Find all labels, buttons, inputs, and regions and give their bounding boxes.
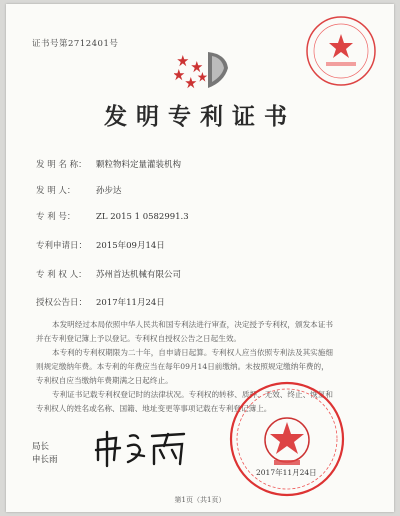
seal-date: 2017年11月24日 xyxy=(256,468,317,477)
field-label: 发 明 人： xyxy=(36,186,76,196)
field-value: ZL 2015 1 0582991.3 xyxy=(96,212,189,222)
body-line: 本专利的专利权期限为二十年，自申请日起算。专利权人应当依照专利法及其实施细 xyxy=(52,348,333,357)
field-value: 2017年11月24日 xyxy=(96,298,165,308)
patent-number-field xyxy=(36,210,189,222)
body-line: 本发明经过本局依照中华人民共和国专利法进行审查，决定授予专利权，颁发本证书 xyxy=(52,320,333,329)
certificate-number: 证书号第2712401号 xyxy=(32,39,119,49)
application-date-field xyxy=(36,239,165,251)
certificate-page xyxy=(6,4,394,512)
field-value: 2015年09月14日 xyxy=(96,241,165,251)
field-label: 专 利 权 人： xyxy=(36,270,87,280)
national-ip-office-seal xyxy=(228,380,346,498)
director-name: 申长雨 xyxy=(32,455,58,465)
inventor-field xyxy=(36,184,122,196)
director-title: 局长 xyxy=(32,442,50,452)
page-number: 第1页（共1页） xyxy=(174,496,226,504)
field-label: 专利申请日： xyxy=(36,241,88,251)
body-line: 并在专利登记簿上予以登记。专利权自授权公告之日起生效。 xyxy=(36,334,242,343)
top-seal-stamp xyxy=(304,14,378,88)
field-label: 授权公告日： xyxy=(36,298,88,308)
field-value: 颗粒物料定量灌装机构 xyxy=(96,160,182,170)
field-label: 专 利 号： xyxy=(36,212,76,222)
patentee-field xyxy=(36,268,181,280)
patent-emblem xyxy=(174,48,234,94)
body-line: 则规定缴纳年费。本专利的年费应当在每年09月14日前缴纳。未按照规定缴纳年费的， xyxy=(36,362,329,371)
body-line: 专利权人的姓名或名称、国籍、地址变更等事项记载在专利登记簿上。 xyxy=(36,404,272,413)
field-value: 孙步达 xyxy=(96,186,122,196)
field-value: 苏州首达机械有限公司 xyxy=(96,270,182,280)
grant-date-field xyxy=(36,296,165,308)
signature-block xyxy=(32,441,58,467)
field-label: 发 明 名 称： xyxy=(36,160,87,170)
certificate-title: 发明专利证书 xyxy=(104,103,296,130)
body-line: 专利权自应当缴纳年费期满之日起终止。 xyxy=(36,376,173,385)
body-line: 专利证书记载专利权登记时的法律状况。专利权的转移、质押、无效、终止、恢复和 xyxy=(52,390,333,399)
handwritten-signature xyxy=(92,426,188,468)
invention-name-field xyxy=(36,158,181,170)
